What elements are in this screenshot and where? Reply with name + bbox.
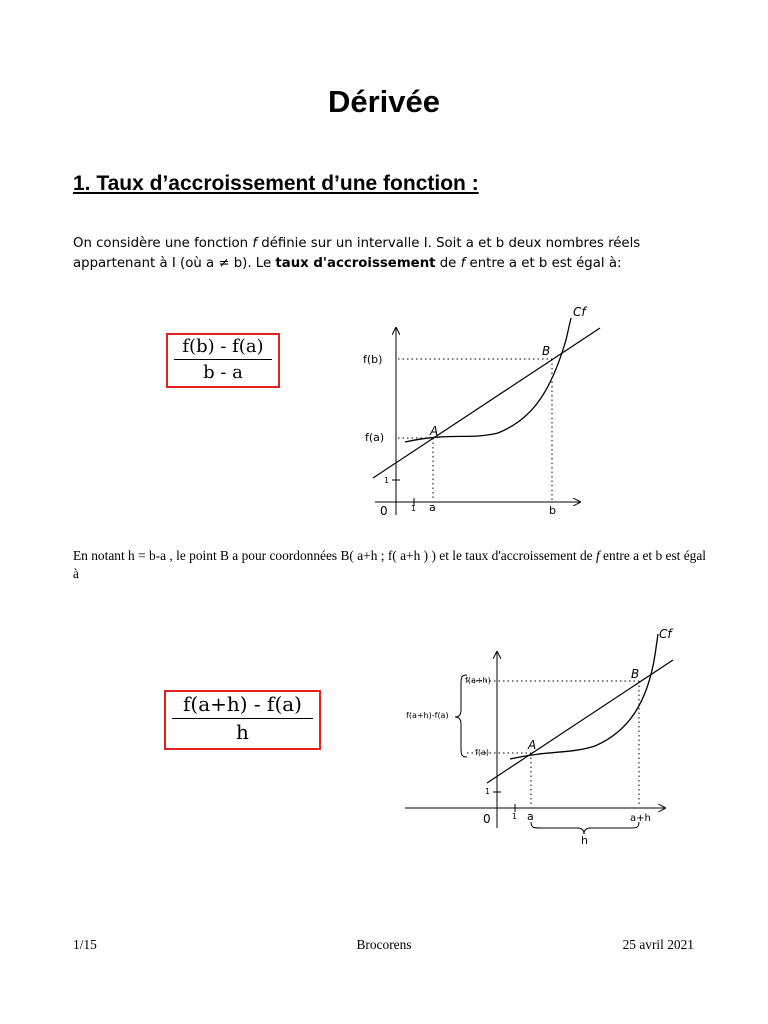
formula-box-2 bbox=[164, 690, 321, 750]
footer-date: 25 avril 2021 bbox=[622, 937, 694, 952]
formula-1-numerator: f(b) - f(a) bbox=[182, 336, 264, 357]
fraction-bar bbox=[172, 718, 313, 719]
formula-1-denominator: b - a bbox=[203, 362, 243, 383]
point-b-label: B bbox=[542, 344, 551, 358]
secant-line bbox=[487, 660, 673, 783]
page-number: 1/15 bbox=[73, 937, 97, 952]
left-brace bbox=[455, 675, 467, 757]
label-fah: f(a+h) bbox=[465, 676, 491, 685]
point-a-label: A bbox=[430, 424, 439, 438]
intro-paragraph: On considère une fonction f définie sur un intervalle I. Soit a et b deux nombres réels appartenant à I (où a ≠ b). Le taux d'accroissement de f entre a et b est égal à: bbox=[73, 236, 641, 271]
label-origin: 0 bbox=[483, 812, 491, 826]
label-a: a bbox=[429, 501, 436, 514]
label-h: h bbox=[581, 834, 588, 847]
label-one-y: 1 bbox=[485, 787, 491, 796]
formula-2-numerator: f(a+h) - f(a) bbox=[183, 692, 302, 716]
label-one-x: 1 bbox=[512, 812, 518, 821]
label-b: b bbox=[549, 504, 556, 517]
point-a-label: A bbox=[528, 738, 537, 752]
graph-1 bbox=[330, 300, 630, 525]
fraction-bar bbox=[174, 359, 272, 360]
label-fb: f(b) bbox=[363, 353, 383, 366]
section-heading: 1. Taux d’accroissement d’une fonction : bbox=[73, 172, 479, 195]
footer-author: Brocorens bbox=[356, 937, 412, 952]
formula-2-denominator: h bbox=[236, 720, 249, 744]
graph-2 bbox=[395, 620, 685, 850]
label-one-y: 1 bbox=[384, 476, 390, 485]
label-fa: f(a) bbox=[475, 748, 489, 757]
label-a: a bbox=[527, 810, 534, 823]
formula-box-1 bbox=[166, 333, 280, 388]
label-fa: f(a) bbox=[365, 431, 385, 444]
point-b-label: B bbox=[631, 667, 640, 681]
page-title: Dérivée bbox=[327, 84, 441, 119]
label-diff: f(a+h)-f(a) bbox=[406, 711, 449, 720]
label-ah: a+h bbox=[630, 813, 651, 824]
label-one-x: 1 bbox=[411, 504, 417, 513]
curve-label: Cf bbox=[659, 627, 672, 641]
secant-line bbox=[373, 328, 600, 478]
curve-label: Cf bbox=[573, 305, 586, 319]
bottom-brace bbox=[531, 822, 639, 834]
note-paragraph: En notant h = b-a , le point B a pour coordonnées B( a+h ; f( a+h ) ) et le taux d'accroissement de f entre a et b est égal à bbox=[73, 548, 707, 581]
label-origin: 0 bbox=[380, 504, 388, 518]
